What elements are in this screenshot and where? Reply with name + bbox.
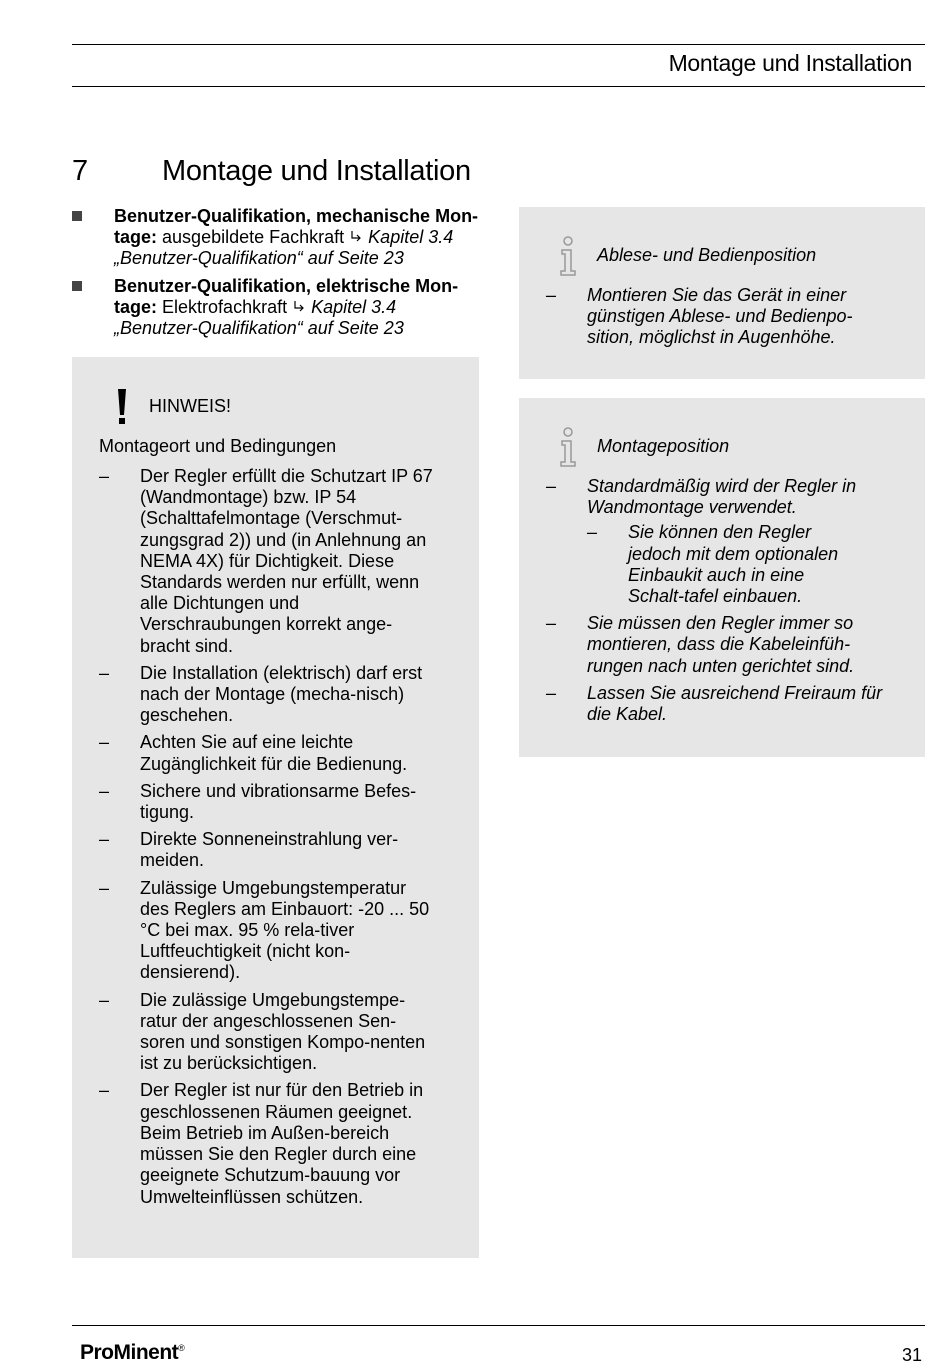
list-item [546, 476, 886, 607]
list-item: – Sie müssen den Regler immer so montieren, dass die Kabeleinfüh-rungen nach unten gerichtet sind. [546, 613, 886, 677]
info-list [546, 285, 886, 355]
notice-label: HINWEIS! [149, 396, 232, 416]
info-icon [557, 235, 579, 282]
chapter-reference-link[interactable]: Kapitel 3.4 [368, 227, 454, 247]
chapter-reference-link-cont[interactable]: „Benutzer-Qualifikation“ auf Seite 23 [114, 318, 404, 338]
list-item: – Lassen Sie ausreichend Freiraum für die Kabel. [546, 683, 886, 725]
qualification-value: ausgebildete Fachkraft [162, 227, 345, 247]
list-item: – Zulässige Umgebungstemperatur des Reglers am Einbauort: -20 ... 50 °C bei max. 95 % rela-tiver Luftfeuchtigkeit (nicht kon-densierend). [99, 878, 439, 984]
list-item: – Achten Sie auf eine leichte Zugänglichkeit für die Bedienung. [99, 732, 439, 774]
list-item: – Der Regler erfüllt die Schutzart IP 67 (Wandmontage) bzw. IP 54 (Schalttafelmontage (Verschmut-zungsgrad 2)) und (in Anlehnung an NEMA 4X) für Dichtigkeit. Diese Standards werden nur erfüllt, wenn alle Dichtungen und Verschraubungen korrekt ange-bracht sind. [99, 466, 439, 657]
qualification-label: Benutzer-Qualifikation, mechanische Mon- [114, 206, 479, 226]
qualification-label: Benutzer-Qualifikation, elektrische Mon- [114, 276, 459, 296]
chapter-title: Montage und Installation [162, 155, 471, 187]
info-icon [557, 426, 579, 473]
page-number: 31 [901, 1345, 922, 1365]
info-box-mounting-position [519, 398, 925, 757]
list-item: – Die Installation (elektrisch) darf erst nach der Montage (mecha-nisch) geschehen. [99, 663, 439, 727]
list-item: – Der Regler ist nur für den Betrieb in geschlossenen Räumen geeignet. Beim Betrieb im Außen-bereich müssen Sie den Regler durch eine geeignete Schutzum-bauung vor Umwelteinflüssen schützen. [99, 1080, 439, 1207]
running-header: Montage und Installation [668, 50, 912, 76]
qualification-item-mechanical [72, 206, 482, 269]
brand-logo [80, 1341, 184, 1365]
chapter-reference-link-cont[interactable]: „Benutzer-Qualifikation“ auf Seite 23 [114, 248, 404, 268]
nested-list-item: – Sie können den Regler jedoch mit dem optionalen Einbaukit auch in eine Schalt-tafel einbauen. [587, 522, 847, 607]
notice-list [99, 466, 439, 1214]
info-title: Ablese- und Bedienposition [597, 245, 817, 265]
info-box-reading-position [519, 207, 925, 379]
square-bullet-icon [72, 211, 82, 221]
list-item: – Die zulässige Umgebungstempe-ratur der angeschlossenen Sen-soren und sonstigen Kompo-nenten ist zu berücksichtigen. [99, 990, 439, 1075]
square-bullet-icon [72, 281, 82, 291]
chapter-number: 7 [72, 155, 89, 187]
exclamation-icon [116, 387, 128, 432]
brand-name: ProMinent [80, 1341, 179, 1364]
list-item: – Direkte Sonneneinstrahlung ver-meiden. [99, 829, 439, 871]
header-rule-top [72, 44, 925, 45]
qualification-item-electrical [72, 276, 482, 339]
reference-arrow-icon [292, 298, 306, 312]
registered-mark: ® [178, 1343, 185, 1353]
info-title: Montageposition [597, 436, 730, 456]
header-rule-bottom [72, 86, 925, 87]
list-item: – Sichere und vibrationsarme Befes-tigung. [99, 781, 439, 823]
qualification-label-cont: tage: [114, 297, 158, 317]
reference-arrow-icon [349, 228, 363, 242]
qualification-label-cont: tage: [114, 227, 158, 247]
info-list [546, 476, 886, 731]
qualification-value: Elektrofachkraft [162, 297, 288, 317]
chapter-reference-link[interactable]: Kapitel 3.4 [311, 297, 397, 317]
nested-list [587, 522, 847, 607]
notice-box [72, 357, 479, 1258]
footer-rule [72, 1325, 925, 1326]
list-item-text: Standardmäßig wird der Regler in Wandmontage verwendet. [587, 476, 857, 518]
list-item: – Montieren Sie das Gerät in einer günstigen Ablese- und Bedienpo-sition, möglichst in Augenhöhe. [546, 285, 886, 349]
notice-subtitle: Montageort und Bedingungen [99, 436, 337, 456]
